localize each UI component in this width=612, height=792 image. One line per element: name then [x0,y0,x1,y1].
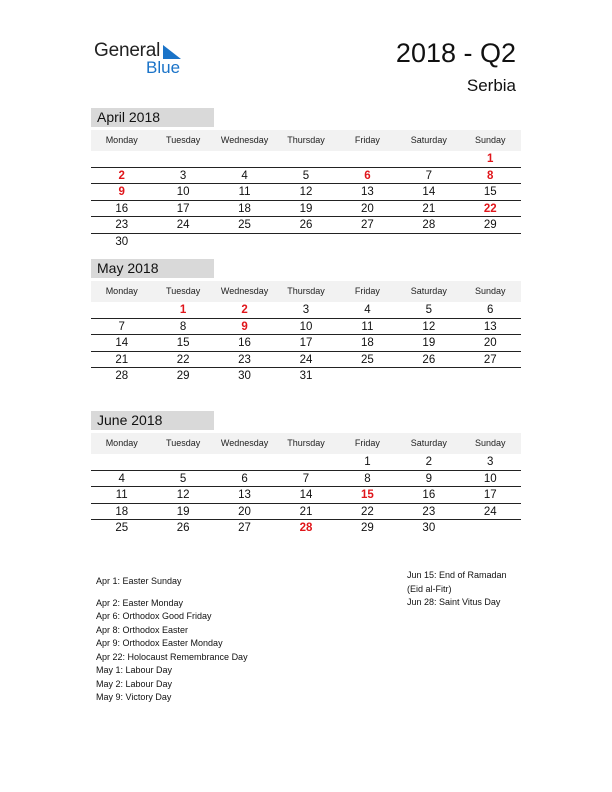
weekday-label: Saturday [410,438,447,448]
day-cell: 8 [487,169,494,182]
day-cell [337,368,398,385]
day-cell: 12 [422,320,436,333]
day-cell: 21 [115,353,129,366]
day-cell: 5 [425,304,433,316]
weekday-label: Monday [105,286,138,296]
weekday-label: Sunday [474,286,506,296]
month-may [91,259,521,385]
note-item: Apr 6: Orthodox Good Friday [96,611,212,621]
day-cell: 18 [115,505,129,518]
day-cell [398,151,459,167]
weekday-label: Tuesday [166,135,201,145]
week-row [91,504,521,521]
day-cell [152,234,213,251]
day-cell [214,234,275,251]
day-cell: 1 [487,153,494,165]
note-item: Apr 8: Orthodox Easter [96,624,189,635]
day-cell: 16 [115,202,129,215]
page-title: 2018 - Q2 [395,38,516,68]
weekday-label: Sunday [474,438,506,448]
day-cell: 24 [299,353,313,366]
day-cell: 11 [238,186,251,199]
day-cell: 2 [241,304,248,316]
weekday-label: Friday [354,286,380,296]
day-cell: 30 [115,235,129,248]
day-cell: 11 [361,320,374,333]
day-cell: 29 [176,370,190,383]
day-cell [398,368,459,385]
day-cell: 11 [115,489,128,502]
month-april [91,108,521,251]
week-row [91,168,521,185]
week-row [91,217,521,234]
day-cell: 15 [176,337,190,350]
week-row [91,234,521,251]
day-cell: 27 [361,219,374,232]
day-cell: 6 [364,169,371,182]
day-cell [214,151,275,167]
day-cell: 10 [483,472,497,485]
week-row [91,368,521,385]
day-cell [460,368,521,385]
month-june [91,411,521,537]
day-cell: 13 [483,320,497,333]
day-cell: 19 [299,202,313,215]
holiday-notes-right [407,569,507,610]
day-cell: 21 [299,505,313,518]
weekday-label: Tuesday [166,286,201,296]
day-cell: 4 [241,169,248,182]
day-cell [337,234,398,251]
day-cell: 23 [238,353,251,366]
month-title: April 2018 [91,108,214,127]
day-cell: 26 [299,219,313,232]
logo-general-text: General [94,40,161,61]
month-title: May 2018 [91,259,214,278]
day-cell: 18 [238,202,251,215]
day-cell: 3 [302,304,310,316]
day-cell [91,151,152,167]
logo-blue-text: Blue [146,58,181,77]
day-cell [460,234,521,251]
day-cell: 16 [238,337,251,350]
day-cell: 8 [364,472,371,485]
day-cell: 29 [361,522,374,535]
day-cell: 9 [425,472,433,485]
day-cell: 27 [238,522,251,535]
weekday-label: Monday [105,438,138,448]
day-cell: 7 [302,472,310,485]
day-cell: 14 [115,337,129,350]
day-cell: 1 [364,456,371,468]
month-title: June 2018 [91,411,214,430]
day-cell: 1 [179,304,187,316]
day-cell: 23 [115,219,129,232]
day-cell: 29 [483,219,497,232]
day-cell: 10 [299,320,313,333]
day-cell: 3 [487,456,494,468]
day-cell: 8 [179,320,187,333]
day-cell: 26 [176,522,190,535]
week-row [91,302,521,319]
weekday-label: Tuesday [166,438,201,448]
day-cell [398,234,459,251]
day-cell: 22 [483,202,497,215]
day-cell: 9 [118,186,125,199]
day-cell: 15 [361,489,374,502]
day-cell: 5 [179,472,187,485]
week-row [91,454,521,471]
day-cell: 28 [299,522,313,535]
day-cell: 17 [483,489,497,502]
day-cell: 6 [487,304,494,316]
day-cell: 26 [422,353,436,366]
weekday-header-row [91,281,521,302]
day-cell: 28 [115,370,129,383]
day-cell: 21 [422,202,436,215]
day-cell [152,454,213,470]
country-name: Serbia [466,76,516,95]
day-cell: 14 [422,186,436,199]
day-cell [275,234,336,251]
note-item: May 1: Labour Day [96,665,173,675]
day-cell: 13 [238,489,251,502]
day-cell [91,454,152,470]
note-item: Apr 2: Easter Monday [96,597,184,608]
week-row [91,352,521,369]
week-row [91,201,521,218]
day-cell: 2 [118,169,125,182]
day-cell: 9 [241,320,248,333]
day-cell: 7 [118,320,125,333]
weekday-label: Monday [105,135,138,145]
day-cell: 20 [483,337,497,350]
weekday-label: Friday [354,135,380,145]
day-cell: 22 [176,353,190,366]
day-cell [337,151,398,167]
day-cell: 22 [361,505,374,518]
weekday-label: Wednesday [220,286,269,296]
week-row [91,487,521,504]
day-cell [152,151,213,167]
day-cell: 28 [422,219,436,232]
day-cell: 7 [425,169,433,182]
day-cell: 25 [361,353,374,366]
weekday-label: Wednesday [220,135,269,145]
weekday-label: Friday [354,438,380,448]
note-item: Jun 28: Saint Vitus Day [407,597,501,607]
day-cell: 15 [483,186,497,199]
day-cell: 5 [302,169,310,182]
day-cell: 17 [176,202,190,215]
day-cell: 16 [422,489,436,502]
day-cell: 19 [422,337,436,350]
day-cell: 25 [115,522,129,535]
day-cell: 31 [299,370,313,383]
day-cell: 12 [299,186,313,199]
note-item: May 2: Labour Day [96,678,173,689]
note-item: Apr 1: Easter Sunday [96,576,182,586]
weekday-label: Wednesday [220,438,269,448]
note-item: Apr 22: Holocaust Remembrance Day [96,651,248,662]
day-cell: 20 [361,202,374,215]
week-row [91,471,521,488]
weekday-label: Sunday [474,135,506,145]
day-cell [460,520,521,537]
day-cell: 4 [364,304,371,316]
day-cell: 19 [176,505,190,518]
day-cell: 13 [361,186,374,199]
weekday-label: Thursday [287,286,325,296]
weekday-label: Thursday [287,135,325,145]
note-item: May 9: Victory Day [96,692,172,702]
week-row [91,335,521,352]
day-cell [91,302,152,318]
day-cell: 3 [179,169,187,182]
day-cell: 17 [299,337,313,350]
day-cell: 24 [176,219,190,232]
day-cell: 2 [425,456,433,468]
day-cell: 18 [361,337,374,350]
week-row [91,319,521,336]
day-cell: 6 [241,472,248,485]
day-cell: 12 [176,489,190,502]
day-cell: 24 [483,505,497,518]
day-cell: 4 [118,472,125,485]
weekday-label: Thursday [287,438,325,448]
day-cell: 30 [238,370,251,383]
weekday-header-row [91,130,521,151]
day-cell [214,454,275,470]
note-item: (Eid al-Fitr) [407,583,452,594]
week-row [91,520,521,537]
day-cell: 10 [176,186,190,199]
day-cell: 25 [238,219,251,232]
weekday-header-row [91,433,521,454]
week-row [91,184,521,201]
note-item: Jun 15: End of Ramadan [407,570,507,580]
note-item: Apr 9: Orthodox Easter Monday [96,638,223,648]
day-cell [275,151,336,167]
day-cell: 23 [422,505,436,518]
logo [94,40,194,80]
holiday-notes-left [96,575,248,705]
week-row [91,151,521,168]
weekday-label: Saturday [410,286,447,296]
day-cell: 30 [422,522,436,535]
day-cell: 27 [483,353,497,366]
day-cell [275,454,336,470]
day-cell: 20 [238,505,251,518]
day-cell: 14 [299,489,313,502]
weekday-label: Saturday [410,135,447,145]
